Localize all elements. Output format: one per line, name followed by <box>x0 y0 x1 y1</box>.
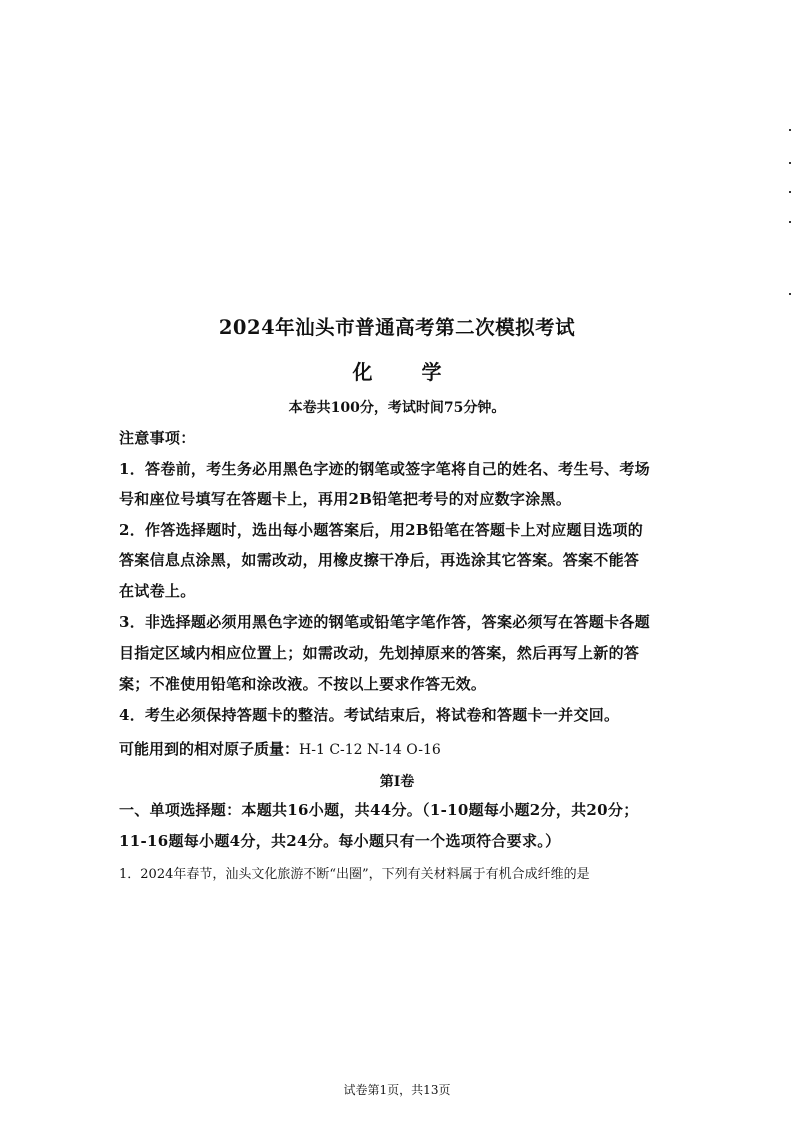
note-line: 案；不准使用铅笔和涂改液。不按以上要求作答无效。 <box>119 675 487 693</box>
section-title: 第Ⅰ卷 <box>379 774 415 790</box>
exam-title: 2024年汕头市普通高考第二次模拟考试 <box>218 316 576 339</box>
note-line: 答案信息点涂黑，如需改动，用橡皮擦干净后，再选涂其它答案。答案不能答 <box>119 551 640 569</box>
binding-mark <box>789 191 791 193</box>
binding-mark <box>789 293 791 295</box>
subject-char: 化 <box>352 360 373 384</box>
binding-mark <box>789 129 791 131</box>
subject-char: 学 <box>421 360 442 384</box>
section-intro-line: 一、单项选择题：本题共16小题，共44分。（1-10题每小题2分，共20分； <box>119 801 639 819</box>
notes-heading: 注意事项： <box>119 429 196 447</box>
note-line: 号和座位号填写在答题卡上，再用2B铅笔把考号的对应数字涂黑。 <box>119 490 572 508</box>
note-line: 3．非选择题必须用黑色字迹的钢笔或铅笔字笔作答，答案必须写在答题卡各题 <box>119 613 650 631</box>
exam-meta: 本卷共100分，考试时间75分钟。 <box>288 400 506 416</box>
binding-mark <box>789 162 791 164</box>
atomic-masses-label: 可能用到的相对原子质量： <box>119 740 300 758</box>
atomic-masses <box>119 738 441 759</box>
note-line: 在试卷上。 <box>119 582 196 600</box>
page-footer: 试卷第1页，共13页 <box>343 1083 451 1097</box>
atomic-masses-values: H-1 C-12 N-14 O-16 <box>299 742 441 758</box>
section-intro-line: 11-16题每小题4分，共24分。每小题只有一个选项符合要求。） <box>119 832 561 850</box>
note-line: 2．作答选择题时，选出每小题答案后，用2B铅笔在答题卡上对应题目选项的 <box>119 521 644 539</box>
note-line: 4．考生必须保持答题卡的整洁。考试结束后，将试卷和答题卡一并交回。 <box>119 706 620 724</box>
subject-title <box>0 356 794 385</box>
question-text: 1．2024年春节，汕头文化旅游不断“出圈”，下列有关材料属于有机合成纤维的是 <box>119 867 590 882</box>
note-line: 1．答卷前，考生务必用黑色字迹的钢笔或签字笔将自己的姓名、考生号、考场 <box>119 460 650 478</box>
note-line: 目指定区域内相应位置上；如需改动，先划掉原来的答案，然后再写上新的答 <box>119 644 640 662</box>
binding-mark <box>789 221 791 223</box>
